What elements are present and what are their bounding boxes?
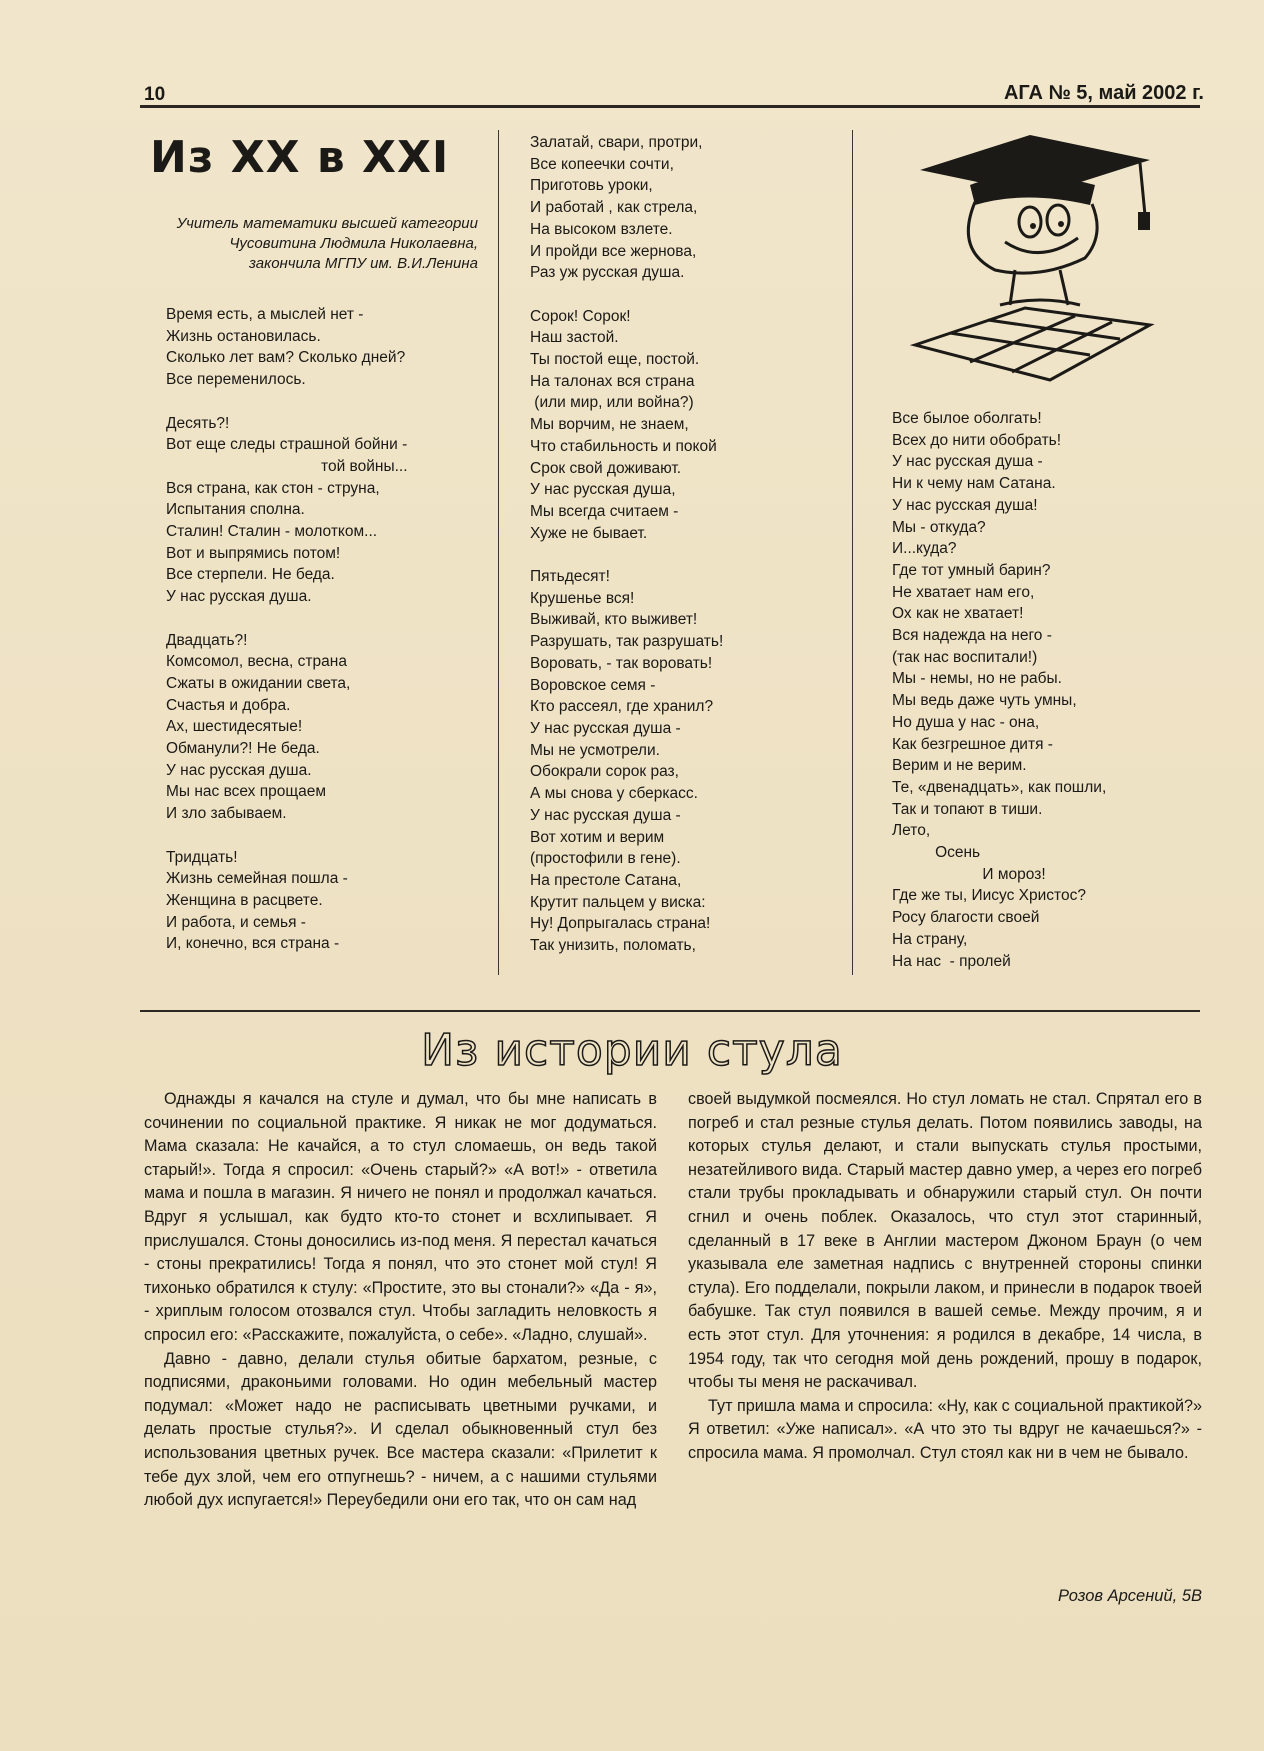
story-signature: Розов Арсений, 5В bbox=[1057, 1587, 1202, 1605]
story-paragraph: Однажды я качался на стуле и думал, что бы мне написать в сочинении по социальной практике. Я никак не мог додуматься. Мама сказала: Не качайся, а то стул сломаешь, он ведь такой старый!». Тогда я спросил: «Очень старый?» «А вот!» - ответила мама и пошла в магазин. Я ничего не понял и продолжал качаться. Вдруг я услышал, как будто кто-то стонет и всхлипывает. Я прислушался. Стоны доносились из-под меня. Я перестал качаться - стоны прекратились! Тогда я понял, что это стонет мой стул! Я тихонько обратился к стулу: «Простите, это вы стонали?» «Да - я», - хриплым голосом отозвался стул. Чтобы загладить неловкость я спросил его: «Расскажите, пожалуйста, о себе». «Ладно, слушай». bbox=[144, 1090, 657, 1344]
issue-info: АГА № 5, май 2002 г. bbox=[1003, 82, 1204, 104]
story-paragraph: своей выдумкой посмеялся. Но стул ломать не стал. Спрятал его в погреб и стал резные стулья делать. Потом появились заводы, на которых стулья делают, и стали выпускать стулья простыми, незатейливого вида. Старый мастер давно умер, а через его погреб стали трубы прокладывать и обнаружили старый стул. Он почти сгнил и очень поблек. Оказалось, что стул этот старинный, сделанный в 17 веке в Англии мастером Джоном Браун (о чем указывала еле заметная надпись с внутренней стороны спинки стула). Его подделали, покрыли лаком, и принесли в подарок твоей бабушке. Так стул появился в вашей семье. Между прочим, я и есть этот стул. Для уточнения: я родился в декабре, 14 числа, в 1954 году, так что сегодня мой день рождений, прошу в подарок, чтобы ты меня не раскачивал. bbox=[688, 1090, 1202, 1392]
author-note-line: Чусовитина Людмила Николаевна, bbox=[229, 235, 478, 252]
story-right-column bbox=[688, 1088, 1202, 1466]
poem-title: Из XX в XXI bbox=[150, 132, 450, 183]
story-paragraph: Давно - давно, делали стулья обитые бархатом, резные, с подписями, драконьими головами. Но один мебельный мастер подумал: «Может надо не расписывать цветными ручками, и делать простые стулья?». И сделал обыкновенный стул без использования цветных ручек. Все мастера сказали: «Прилетит к тебе дух злой, чем его отпугнешь? - ничем, а с нашими стульями любой дух испугается!» Переубедили они его так, что он сам над bbox=[144, 1349, 657, 1510]
story-paragraph: Тут пришла мама и спросила: «Ну, как с социальной практикой?» Я ответил: «Уже написал». «А что это ты вдруг не качаешься?» - спросила мама. Я промолчал. Стул стоял как ни в чем не бывало. bbox=[688, 1396, 1203, 1462]
story-title: Из истории стула bbox=[421, 1025, 843, 1076]
page-number: 10 bbox=[144, 84, 166, 105]
section-divider bbox=[140, 1010, 1200, 1012]
poem-column-2: Залатай, свари, протри, Все копеечки сочти, Приготовь уроки, И работай , как стрела, На высоком взлете. И пройди все жернова, Раз уж русская душа. Сорок! Сорок! Наш застой. Ты постой еще, постой. На талонах вся страна (или мир, или война?) Мы ворчим, не знаем, Что стабильность и покой Срок свой доживают. У нас русская душа, Мы всегда считаем - Хуже не бывает. Пятьдесят! Крушенье вся! Выживай, кто выживет! Разрушать, так разрушать! Воровать, - так воровать! Воровское семя - Кто рассеял, где хранил? У нас русская душа - Мы не усмотрели. Обокрали сорок раз, А мы снова у сберкасс. У нас русская душа - Вот хотим и верим (простофили в гене). На престоле Сатана, Крутит пальцем у виска: Ну! Допрыгалась страна! Так унизить, поломать, bbox=[530, 134, 724, 955]
author-note-line: закончила МГПУ им. В.И.Ленина bbox=[248, 255, 478, 272]
poem-column-1: Время есть, а мыслей нет - Жизнь остановилась. Сколько лет вам? Сколько дней? Все переменилось. Десять?! Вот еще следы страшной бойни - той войны... Вся страна, как стон - струна, Испытания сполна. Сталин! Сталин - молотком... Вот и выпрямись потом! Все стерпели. Не беда. У нас русская душа. Двадцать?! Комсомол, весна, страна Сжаты в ожидании света, Счастья и добра. Ах, шестидесятые! Обманули?! Не беда. У нас русская душа. Мы нас всех прощаем И зло забываем. Тридцать! Жизнь семейная пошла - Женщина в расцвете. И работа, и семья - И, конечно, вся страна - bbox=[166, 306, 408, 953]
column-divider bbox=[852, 130, 853, 975]
story-left-column bbox=[144, 1088, 657, 1513]
poem-author-note bbox=[140, 214, 478, 274]
header-divider bbox=[140, 105, 1200, 108]
author-note-line: Учитель математики высшей категории bbox=[176, 215, 478, 232]
poem-column-3: Все былое оболгать! Всех до нити обобрать! У нас русская душа - Ни к чему нам Сатана. У нас русская душа! Мы - откуда? И...куда? Где тот умный барин? Не хватает нам его, Ох как не хватает! Вся надежда на него - (так нас воспитали!) Мы - немы, но не рабы. Мы ведь даже чуть умны, Но душа у нас - она, Как безгрешное дитя - Верим и не верим. Те, «двенадцать», как пошли, Так и топают в тиши. Лето, Осень И мороз! Где же ты, Иисус Христос? Росу благости своей На страну, На нас - пролей bbox=[892, 410, 1107, 970]
column-divider bbox=[498, 130, 499, 975]
graduate-cartoon-illustration bbox=[900, 130, 1165, 400]
